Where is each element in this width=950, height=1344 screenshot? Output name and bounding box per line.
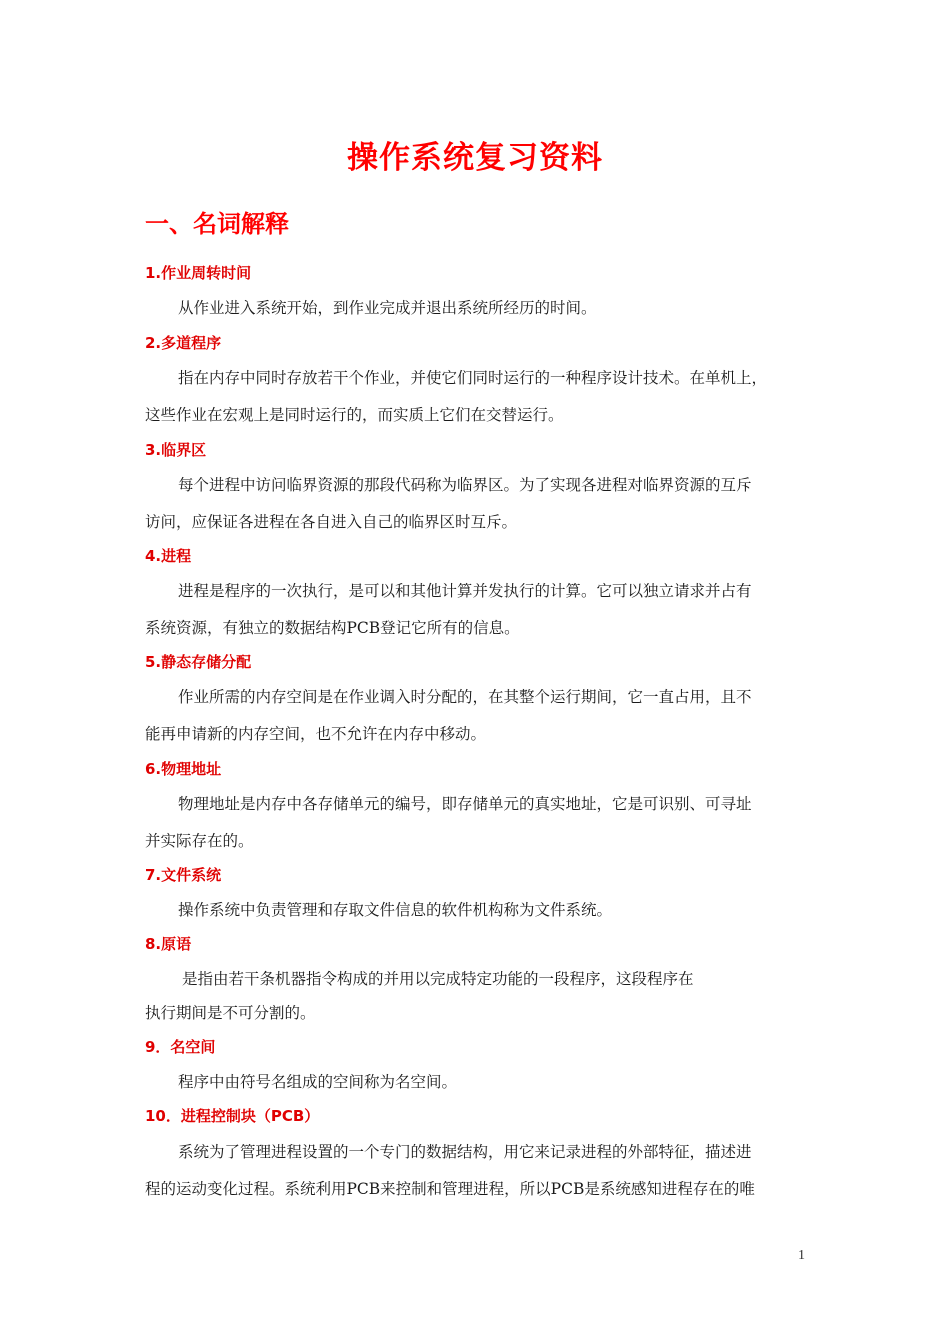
term-heading: 1.作业周转时间 bbox=[145, 264, 252, 282]
definition-line: 每个进程中访问临界资源的那段代码称为临界区。为了实现各进程对临界资源的互斥 bbox=[178, 476, 752, 494]
term-heading: 3.临界区 bbox=[145, 441, 207, 459]
term-heading: 4.进程 bbox=[145, 547, 192, 565]
definition-line: 系统为了管理进程设置的一个专门的数据结构，用它来记录进程的外部特征，描述进 bbox=[178, 1143, 752, 1161]
definition-line: 从作业进入系统开始，到作业完成并退出系统所经历的时间。 bbox=[178, 299, 597, 317]
term-heading: 5.静态存储分配 bbox=[145, 653, 252, 671]
term-heading: 8.原语 bbox=[145, 935, 192, 953]
definition-line: 物理地址是内存中各存储单元的编号，即存储单元的真实地址，它是可识别、可寻址 bbox=[178, 795, 752, 813]
definition-line: 程序中由符号名组成的空间称为名空间。 bbox=[178, 1073, 458, 1091]
definition-line: 系统资源，有独立的数据结构PCB登记它所有的信息。 bbox=[145, 619, 520, 637]
page-number: 1 bbox=[798, 1248, 805, 1263]
term-heading: 7.文件系统 bbox=[145, 866, 222, 884]
definition-line: 访问，应保证各进程在各自进入自己的临界区时互斥。 bbox=[145, 513, 518, 531]
definition-line: 并实际存在的。 bbox=[145, 832, 254, 850]
definition-line: 操作系统中负责管理和存取文件信息的软件机构称为文件系统。 bbox=[178, 901, 613, 919]
definition-line: 指在内存中同时存放若干个作业，并使它们同时运行的一种程序设计技术。在单机上， bbox=[178, 369, 768, 387]
definition-line: 能再申请新的内存空间，也不允许在内存中移动。 bbox=[145, 725, 487, 743]
term-heading: 6.物理地址 bbox=[145, 760, 222, 778]
definition-line: 进程是程序的一次执行，是可以和其他计算并发执行的计算。它可以独立请求并占有 bbox=[178, 582, 752, 600]
term-heading: 2.多道程序 bbox=[145, 334, 222, 352]
term-heading: 10．进程控制块（PCB） bbox=[145, 1107, 320, 1125]
definition-line: 作业所需的内存空间是在作业调入时分配的，在其整个运行期间，它一直占用，且不 bbox=[178, 688, 752, 706]
term-heading: 9．名空间 bbox=[145, 1038, 216, 1056]
definition-line: 是指由若干条机器指令构成的并用以完成特定功能的一段程序，这段程序在 bbox=[182, 970, 694, 988]
definition-line: 执行期间是不可分割的。 bbox=[145, 1004, 316, 1022]
definition-line: 程的运动变化过程。系统利用PCB来控制和管理进程，所以PCB是系统感知进程存在的唯 bbox=[145, 1180, 755, 1198]
document-title: 操作系统复习资料 bbox=[347, 140, 603, 176]
section-heading: 一、名词解释 bbox=[145, 210, 289, 238]
definition-line: 这些作业在宏观上是同时运行的，而实质上它们在交替运行。 bbox=[145, 406, 564, 424]
